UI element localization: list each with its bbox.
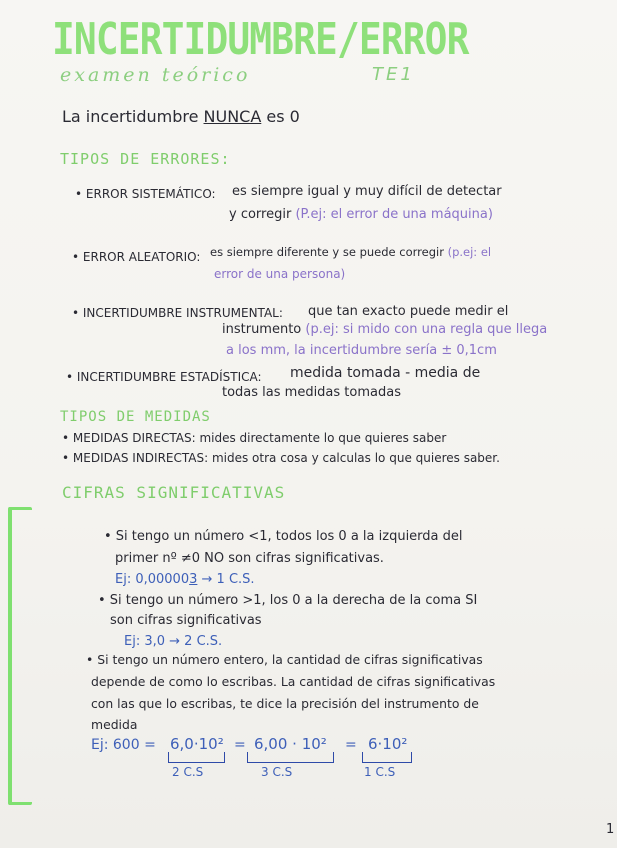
error-aleatorio-line1b: (p.ej: el [447, 245, 492, 259]
incertidumbre-instrumental-label: • INCERTIDUMBRE INSTRUMENTAL: [72, 306, 283, 320]
page-title: INCERTIDUMBRE/ERROR [52, 14, 469, 65]
intro-line [62, 107, 300, 126]
heading-tipos-errores: TIPOS DE ERRORES: [60, 150, 231, 168]
medidas-directas [62, 431, 446, 445]
error-sistematico-line1: es siempre igual y muy difícil de detectar [232, 184, 502, 199]
error-sistematico-line2 [229, 207, 493, 222]
medidas-indirectas [62, 451, 500, 465]
cifras-r3-example-b: 6,00 · 10² [254, 735, 327, 753]
error-aleatorio-line1a: es siempre diferente y se puede corregir [210, 245, 444, 259]
page-subtitle: examen teórico [60, 64, 251, 86]
underbrace-a [168, 752, 225, 763]
underbrace-b [247, 752, 334, 763]
medidas-indirectas-text: mides otra cosa y calculas lo que quieres saber. [211, 451, 500, 465]
error-sistematico-example: (P.ej: el error de una máquina) [295, 207, 493, 222]
medidas-directas-text: mides directamente lo que quieres saber [199, 431, 447, 445]
cifras-r3-example-a: 6,0·10² [170, 735, 224, 753]
cifras-r3-example-c: 6·10² [368, 735, 408, 753]
page-subtitle-code: TE1 [372, 64, 415, 85]
cifras-r1-example [115, 572, 255, 587]
cifras-r3-line3: con las que lo escribas, te dice la precisión del instrumento de [91, 696, 479, 711]
cifras-r3-line4: medida [91, 717, 138, 732]
cifras-r3-line1: • Si tengo un número entero, la cantidad de cifras significativas [86, 652, 483, 667]
cifras-r3-example-c-cs: 1 C.S [364, 765, 396, 779]
incertidumbre-instrumental-line2b: (p.ej: si mido con una regla que llega [305, 322, 548, 337]
margin-bracket [8, 507, 32, 805]
error-sistematico-line2a: y corregir [229, 207, 292, 222]
error-aleatorio-label: • ERROR ALEATORIO: [72, 250, 201, 264]
incertidumbre-estadistica-label: • INCERTIDUMBRE ESTADÍSTICA: [66, 370, 262, 384]
cifras-r1-example-pre: Ej: 0,00000 [115, 572, 190, 587]
cifras-r3-example-pre: Ej: 600 = [91, 737, 156, 753]
heading-tipos-medidas: TIPOS DE MEDIDAS [60, 409, 211, 425]
incertidumbre-instrumental-line2a: instrumento [222, 322, 302, 337]
incertidumbre-instrumental-line2 [222, 322, 547, 337]
cifras-r1-example-result: → 1 C.S. [201, 572, 255, 587]
page-number: 1 [606, 822, 615, 837]
heading-cifras-significativas: CIFRAS SIGNIFICATIVAS [62, 483, 286, 502]
cifras-r2-line1: • Si tengo un número >1, los 0 a la derecha de la coma SI [98, 593, 478, 608]
cifras-r3-example-b-cs: 3 C.S [261, 765, 293, 779]
error-aleatorio-line2: error de una persona) [214, 267, 346, 281]
cifras-r1-line1: • Si tengo un número <1, todos los 0 a la izquierda del [104, 529, 463, 544]
cifras-r1-example-digit: 3 [189, 572, 198, 587]
cifras-r1-line2: primer nº ≠0 NO son cifras significativas. [115, 551, 384, 566]
intro-post: es 0 [266, 107, 300, 126]
incertidumbre-estadistica-line1: medida tomada - media de [290, 365, 481, 381]
incertidumbre-instrumental-line1: que tan exacto puede medir el [308, 304, 509, 319]
incertidumbre-instrumental-line3: a los mm, la incertidumbre sería ± 0,1cm [226, 343, 497, 358]
intro-pre: La incertidumbre [62, 107, 199, 126]
medidas-indirectas-label: • MEDIDAS INDIRECTAS: [62, 451, 209, 465]
cifras-r3-example-eq2: = [345, 737, 357, 753]
cifras-r2-line2: son cifras significativas [110, 613, 262, 628]
medidas-directas-label: • MEDIDAS DIRECTAS: [62, 431, 196, 445]
underbrace-c [362, 752, 412, 763]
cifras-r3-example-eq1: = [234, 737, 246, 753]
error-sistematico-label: • ERROR SISTEMÁTICO: [75, 187, 216, 201]
cifras-r3-line2: depende de como lo escribas. La cantidad de cifras significativas [91, 674, 496, 689]
cifras-r2-example: Ej: 3,0 → 2 C.S. [124, 634, 223, 649]
incertidumbre-estadistica-line2: todas las medidas tomadas [222, 385, 401, 400]
intro-strong: NUNCA [203, 107, 262, 126]
cifras-r3-example-a-cs: 2 C.S [172, 765, 204, 779]
error-aleatorio-line1 [210, 245, 491, 259]
